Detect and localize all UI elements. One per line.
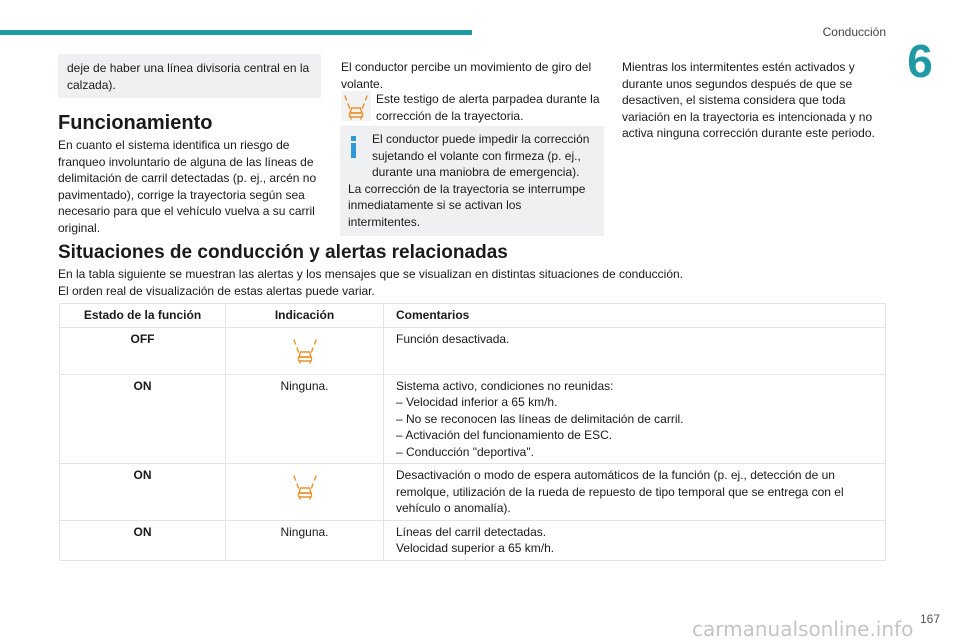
table-header-row: [60, 304, 886, 328]
steering-text: El conductor percibe un movimiento de giro del volante.: [341, 60, 592, 91]
row-comments: [384, 327, 886, 374]
comment-line: Desactivación o modo de espera automáticos de la función (p. ej., detección de un remolque, utilización de la rueda de repuesto de tipo temporal que se entrega con el vehículo o anomalía).: [396, 468, 844, 515]
table-row: [60, 327, 886, 374]
comment-line: Velocidad superior a 65 km/h.: [396, 541, 555, 555]
row-comments: [384, 520, 886, 560]
info-icon: [350, 136, 358, 158]
comment-line: – Conducción "deportiva".: [396, 444, 534, 459]
header-comentarios: Comentarios: [384, 304, 886, 328]
info-text-override: El conductor puede impedir la corrección sujetando el volante con firmeza (p. ej., durante una maniobra de emergencia).: [372, 132, 590, 179]
heading-situaciones: Situaciones de conducción y alertas relacionadas: [58, 242, 508, 263]
lane-warning-icon: [290, 335, 320, 365]
table-row: [60, 520, 886, 560]
watermark: carmanualsonline.info: [692, 617, 914, 640]
table-row: [60, 464, 886, 521]
status-table: [59, 303, 886, 561]
situations-intro: [58, 266, 888, 299]
comment-line: Sistema activo, condiciones no reunidas:: [396, 378, 614, 393]
lane-warning-icon: [341, 91, 371, 121]
continued-note: deje de haber una línea divisoria central en la calzada).: [58, 54, 321, 98]
header-indicacion: Indicación: [226, 304, 384, 328]
intro-line-1: En la tabla siguiente se muestran las alertas y los mensajes que se visualizan en distintas situaciones de conducción.: [58, 267, 684, 281]
row-indication: [226, 327, 384, 374]
comment-line: Función desactivada.: [396, 331, 510, 346]
section-name: Conducción: [822, 25, 886, 39]
row-state: ON: [60, 374, 226, 464]
intro-line-2: El orden real de visualización de estas alertas puede variar.: [58, 283, 375, 298]
table-row: [60, 374, 886, 464]
row-comments: [384, 374, 886, 464]
heading-funcionamiento: Funcionamiento: [58, 112, 213, 134]
row-indication: Ninguna.: [226, 520, 384, 560]
comment-line: Líneas del carril detectadas.: [396, 524, 547, 539]
row-indication: Ninguna.: [226, 374, 384, 464]
warning-light-text: Este testigo de alerta parpadea durante la corrección de la trayectoria.: [376, 92, 600, 123]
funcionamiento-text: En cuanto el sistema identifica un riesgo de franqueo involuntario de alguna de las líneas de delimitación de carril detectadas (p. ej., arcén no pavimentado), corrige la trayectoria según sea necesario para que el vehículo vuelva a su carril original.: [58, 138, 317, 235]
comment-line: – No se reconocen las líneas de delimitación de carril.: [396, 411, 684, 426]
indicators-text: Mientras los intermitentes estén activados y durante unos segundos después de que se desactiven, el sistema considera que toda variación en la trayectoria es intencionada y no activa ninguna corrección durante este periodo.: [622, 60, 875, 140]
row-state: ON: [60, 464, 226, 521]
info-box: [340, 126, 604, 236]
info-text-indicators: La corrección de la trayectoria se interrumpe inmediatamente si se activan los intermitentes.: [348, 181, 586, 229]
comment-line: – Activación del funcionamiento de ESC.: [396, 428, 613, 442]
page-number: 167: [919, 612, 940, 626]
chapter-number: 6: [907, 35, 933, 87]
lane-warning-icon: [290, 471, 320, 501]
header-accent-bar: [0, 30, 472, 35]
header-estado: Estado de la función: [60, 304, 226, 328]
row-indication: [226, 464, 384, 521]
row-comments: [384, 464, 886, 521]
row-state: ON: [60, 520, 226, 560]
row-state: OFF: [60, 327, 226, 374]
comment-line: – Velocidad inferior a 65 km/h.: [396, 395, 558, 409]
